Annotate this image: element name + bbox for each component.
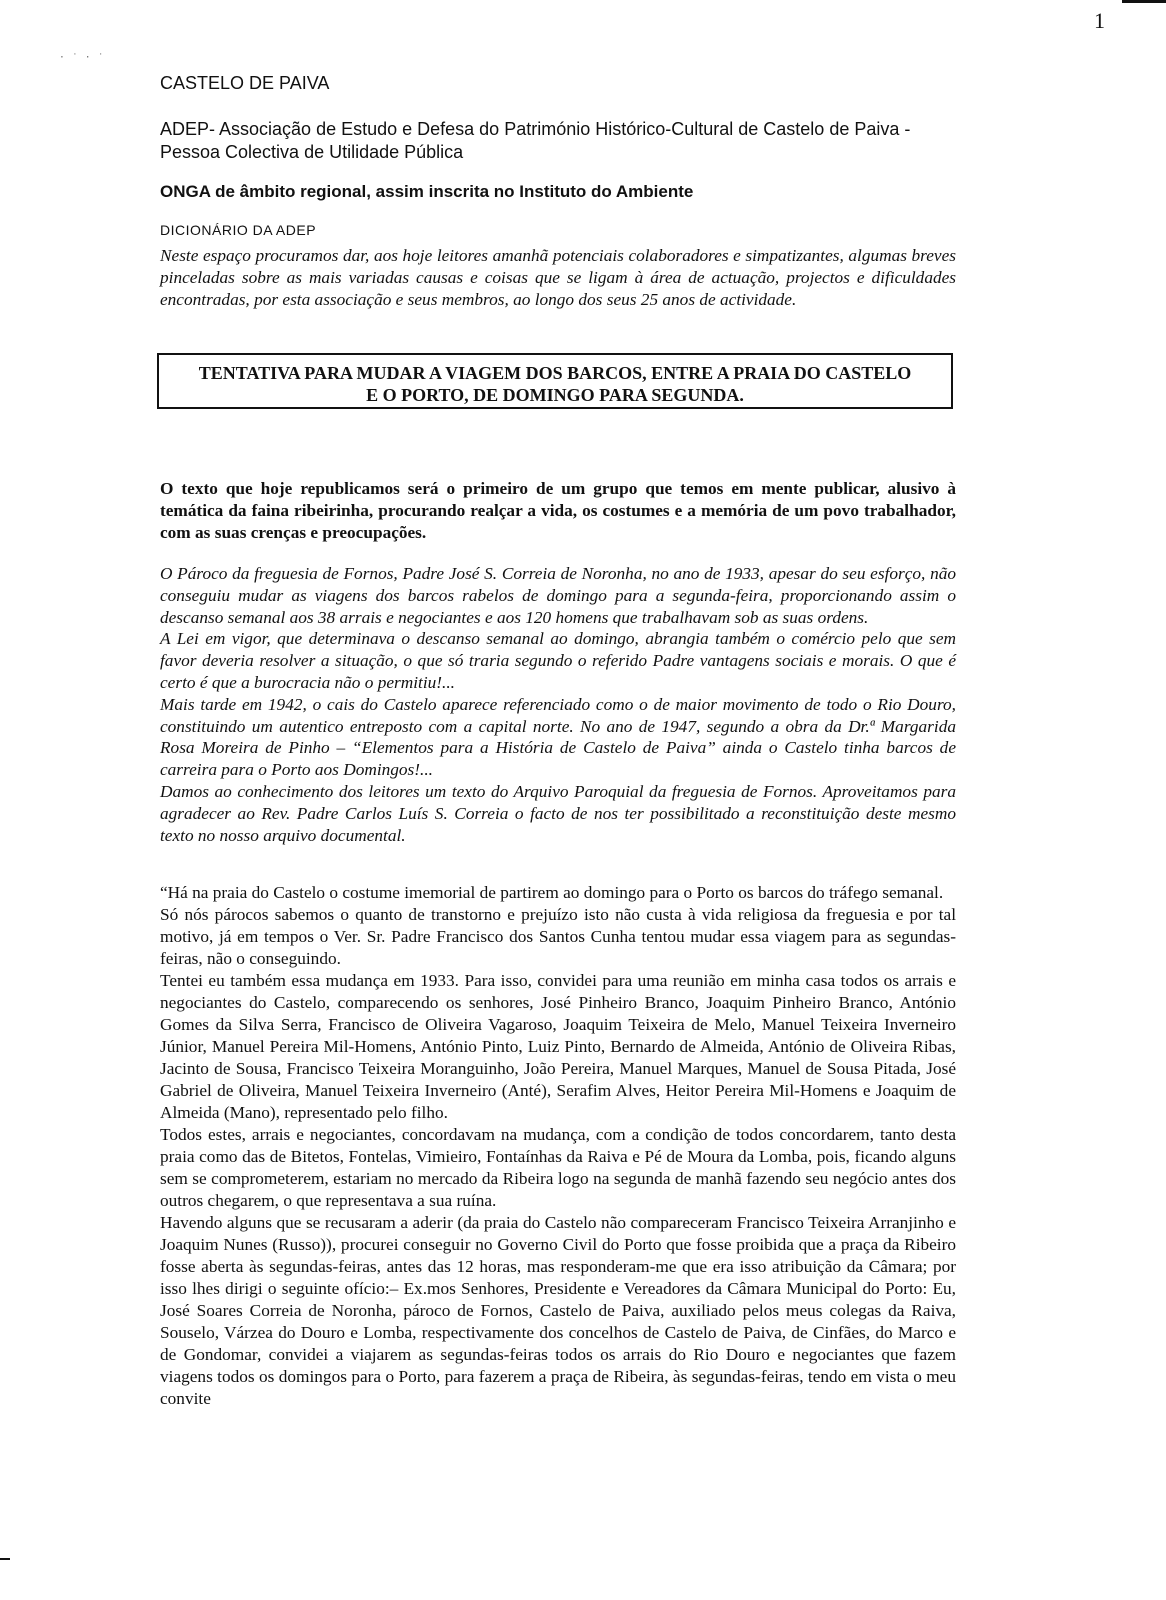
- lead-paragraph: O texto que hoje republicamos será o primeiro de um grupo que temos em mente publicar, alusivo à temática da faina ribeirinha, procurando realçar a vida, os costumes e a memória de um povo trabalhador, com as suas crenças e preocupações.: [160, 479, 956, 542]
- page-number: 1: [1094, 8, 1105, 33]
- archive-letter: [160, 882, 956, 1410]
- letter-paragraph: Só nós párocos sabemos o quanto de transtorno e prejuízo isto não custa à vida religiosa da freguesia e por tal motivo, já em tempos o Ver. Sr. Padre Francisco dos Santos Cunha tentou mudar essa viagem para as segundas-feiras, não o conseguindo.: [160, 905, 956, 968]
- headline-line-1: TENTATIVA PARA MUDAR A VIAGEM DOS BARCOS, ENTRE A PRAIA DO CASTELO: [198, 363, 912, 383]
- organization-name: ADEP- Associação de Estudo e Defesa do Património Histórico-Cultural de Castelo de Paiva - Pessoa Colectiva de Utilidade Pública: [160, 119, 911, 162]
- dictionary-label: DICIONÁRIO DA ADEP: [160, 222, 317, 238]
- context-paragraph: O Pároco da freguesia de Fornos, Padre José S. Correia de Noronha, no ano de 1933, apesar do seu esforço, não conseguiu mudar as viagens dos barcos rabelos de domingo para a segunda-feira, proporcionando assim o descanso semanal aos 38 arrais e negociantes e aos 120 homens que trabalhavam sob as suas ordens.: [160, 564, 956, 627]
- scan-corner-mark: [1122, 0, 1166, 3]
- headline-box: [157, 353, 953, 409]
- onga-statement: ONGA de âmbito regional, assim inscrita no Instituto do Ambiente: [160, 182, 694, 201]
- headline-line-2: E O PORTO, DE DOMINGO PARA SEGUNDA.: [366, 385, 744, 405]
- scan-bottom-mark: [0, 1558, 10, 1560]
- context-paragraph: A Lei em vigor, que determinava o descanso semanal ao domingo, abrangia também o comércio pelo que sem favor deveria resolver a situação, o que só traria segundo o referido Padre vantagens sociais e morais. O que é certo é que a burocracia não o permitiu!...: [160, 629, 956, 692]
- letter-paragraph: Havendo alguns que se recusaram a aderir (da praia do Castelo não compareceram Francisco Teixeira Arranjinho e Joaquim Nunes (Russo)), procurei conseguir no Governo Civil do Porto que fosse proibida que a praça da Ribeiro fosse aberta às segundas-feiras, antes das 12 horas, mas responderam-me que era isso atribuição da Câmara; por isso lhes dirigi o seguinte ofício:– Ex.mos Senhores, Presidente e Vereadores da Câmara Municipal do Porto: Eu, José Soares Correia de Noronha, pároco de Fornos, Castelo de Paiva, auxiliado pelos meus colegas da Raiva, Souselo, Várzea do Douro e Lomba, respectivamente dos concelhos de Castelo de Paiva, de Cinfães, do Marco e de Gondomar, convidei a viajarem as segundas-feiras todos os arrais do Rio Douro e negociantes que fazem viagens todos os domingos para o Porto, para fazerem a praça de Ribeira, às segundas-feiras, tendo em vista o meu convite: [160, 1213, 956, 1408]
- letter-paragraph: Tentei eu também essa mudança em 1933. Para isso, convidei para uma reunião em minha casa todos os arrais e negociantes do Castelo, comparecendo os senhores, José Pinheiro Branco, Joaquim Pinheiro Branco, António Gomes da Silva Serra, Francisco de Oliveira Vagaroso, Joaquim Teixeira de Melo, Manuel Teixeira Inverneiro Júnior, Manuel Pereira Mil-Homens, António Pinto, Luiz Pinto, Bernardo de Almeida, António de Oliveira Ribas, Jacinto de Sousa, Francisco Teixeira Moranguinho, João Pereira, Manuel Marques, Manuel de Sousa Pitada, José Gabriel de Oliveira, Manuel Teixeira Inverneiro (Anté), Serafim Alves, Heitor Pereira Mil-Homens e Joaquim de Almeida (Mano), representado pelo filho.: [160, 971, 956, 1122]
- letter-paragraph: Todos estes, arrais e negociantes, concordavam na mudança, com a condição de todos concordarem, tanto desta praia como das de Bitetos, Fontelas, Vimieiro, Fontaínhas da Raiva e Pé de Moura da Lomba, pois, ficando alguns sem se comprometerem, estariam no mercado da Ribeira logo na segunda de manhã fazendo seu negócio antes dos outros chegarem, o que representava a sua ruína.: [160, 1125, 956, 1210]
- document-title: CASTELO DE PAIVA: [160, 73, 330, 93]
- intro-paragraph: Neste espaço procuramos dar, aos hoje leitores amanhã potenciais colaboradores e simpatizantes, algumas breves pinceladas sobre as mais variadas causas e coisas que se ligam à área de actuação, projectos e dificuldades encontradas, por esta associação e seus membros, ao longo dos seus 25 anos de actividade.: [160, 246, 956, 309]
- context-paragraph: Damos ao conhecimento dos leitores um texto do Arquivo Paroquial da freguesia de Fornos. Aproveitamos para agradecer ao Rev. Padre Carlos Luís S. Correia o facto de nos ter possibilitado a reconstituição deste mesmo texto no nosso arquivo documental.: [160, 781, 956, 845]
- letter-paragraph: “Há na praia do Castelo o costume imemorial de partirem ao domingo para o Porto os barcos do tráfego semanal.: [160, 883, 944, 902]
- context-section: [160, 563, 956, 846]
- context-paragraph: Mais tarde em 1942, o cais do Castelo aparece referenciado como o de maior movimento de todo o Rio Douro, constituindo um autentico entreposto com a capital norte. No ano de 1947, segundo a obra da Dr.ª Margarida Rosa Moreira de Pinho – “Elementos para a História de Castelo de Paiva” ainda o Castelo tinha barcos de carreira para o Porto aos Domingos!...: [160, 694, 956, 780]
- scan-speck: ⋅ ˙ ⋅ ˙: [60, 50, 106, 64]
